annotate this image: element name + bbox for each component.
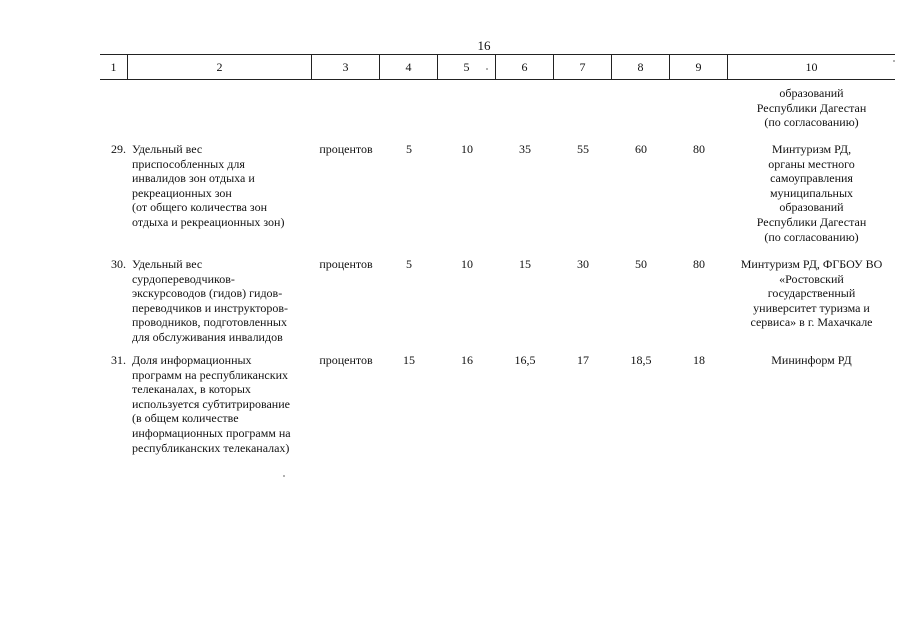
indicator-name-line: республиканских телеканалах) (132, 440, 290, 455)
indicator-name (128, 142, 312, 244)
indicator-name-line: приспособленных для (132, 156, 245, 171)
carry-over-line: образований (779, 86, 844, 100)
column-number-3: 3 (312, 55, 380, 79)
indicator-name-line: программ на республиканских (132, 367, 289, 382)
indicator-name-line: для обслуживания инвалидов (132, 329, 283, 344)
value-cell: 18 (693, 353, 705, 367)
value-cell: 10 (461, 142, 473, 156)
indicator-name-line: проводников, подготовленных (132, 315, 287, 330)
indicator-name-line: экскурсоводов (гидов) гидов- (132, 286, 283, 301)
value-cell: 10 (461, 257, 473, 271)
column-number-8: 8 (612, 55, 670, 79)
responsible-line: «Ростовский (779, 271, 844, 286)
responsible-line: сервиса» в г. Махачкале (750, 315, 873, 330)
value-cell: 5 (406, 257, 412, 271)
value-cell: 5 (406, 142, 412, 156)
responsible-line: (по согласованию) (764, 229, 859, 244)
table-row (100, 353, 895, 455)
column-number-2: 2 (128, 55, 312, 79)
value-cell: 18,5 (630, 353, 652, 367)
responsible-line: Мининформ РД (771, 353, 852, 367)
table-row (100, 142, 895, 244)
responsible-line: самоуправления (770, 171, 853, 186)
value-cell: 17 (577, 353, 589, 367)
scan-speck (486, 68, 488, 70)
value-cell: 50 (635, 257, 647, 271)
indicator-name-line: информационных программ на (132, 425, 291, 440)
carry-over-line: Республики Дагестан (756, 100, 867, 115)
indicator-name-line: рекреационных зон (132, 185, 232, 200)
column-number-1: 1 (100, 55, 128, 79)
indicator-name-line: (в общем количестве (132, 411, 239, 426)
responsible-line: университет туризма и (753, 300, 870, 315)
indicator-name-line: инвалидов зон отдыха и (132, 171, 255, 186)
indicator-name-line: Удельный вес (132, 142, 203, 156)
responsible-line: государственный (767, 286, 856, 301)
value-cell: 16,5 (514, 353, 536, 367)
row-number: 29. (111, 142, 126, 156)
value-cell: 35 (519, 142, 531, 156)
value-cell: 60 (635, 142, 647, 156)
page-number: 16 (477, 38, 491, 53)
responsible-cell (728, 353, 895, 455)
value-cell: 30 (577, 257, 589, 271)
indicator-name-line: Доля информационных (132, 353, 252, 367)
unit-cell: процентов (319, 257, 373, 271)
value-cell: 80 (693, 257, 705, 271)
value-cell: 15 (403, 353, 415, 367)
unit-cell: процентов (319, 353, 373, 367)
responsible-line: Республики Дагестан (756, 214, 867, 229)
row-number: 30. (111, 257, 126, 271)
indicator-name-line: используется субтитрирование (132, 396, 290, 411)
column-number-10: 10 (805, 59, 818, 74)
indicator-name (128, 257, 312, 345)
indicator-name-line: переводчиков и инструкторов- (132, 300, 289, 315)
responsible-line: муниципальных (769, 185, 854, 200)
indicator-name-line: сурдопереводчиков- (132, 271, 235, 286)
scan-speck (283, 475, 285, 477)
unit-cell: процентов (319, 142, 373, 156)
indicator-name (128, 353, 312, 455)
responsible-line: Минтуризм РД, (771, 142, 852, 156)
column-number-4: 4 (380, 55, 438, 79)
table-header (100, 54, 895, 80)
indicator-name-line: телеканалах, в которых (132, 382, 251, 397)
indicator-name-line: (от общего количества зон (132, 200, 268, 215)
responsible-cell (728, 257, 895, 345)
table-row (100, 257, 895, 345)
responsible-line: Минтуризм РД, ФГБОУ ВО (740, 257, 883, 271)
value-cell: 15 (519, 257, 531, 271)
scan-speck (893, 60, 895, 62)
value-cell: 16 (461, 353, 473, 367)
row-number: 31. (111, 353, 126, 367)
value-cell: 80 (693, 142, 705, 156)
value-cell: 55 (577, 142, 589, 156)
indicator-name-line: Удельный вес (132, 257, 203, 271)
column-number-9: 9 (670, 55, 728, 79)
carry-over-line: (по согласованию) (764, 115, 859, 130)
column-number-6: 6 (496, 55, 554, 79)
carry-over-responsible (728, 86, 895, 130)
responsible-line: органы местного (768, 156, 855, 171)
responsible-line: образований (779, 200, 844, 215)
column-number-5: 5 (438, 55, 496, 79)
responsible-cell (728, 142, 895, 244)
indicator-name-line: отдыха и рекреационных зон) (132, 214, 285, 229)
column-number-7: 7 (554, 55, 612, 79)
